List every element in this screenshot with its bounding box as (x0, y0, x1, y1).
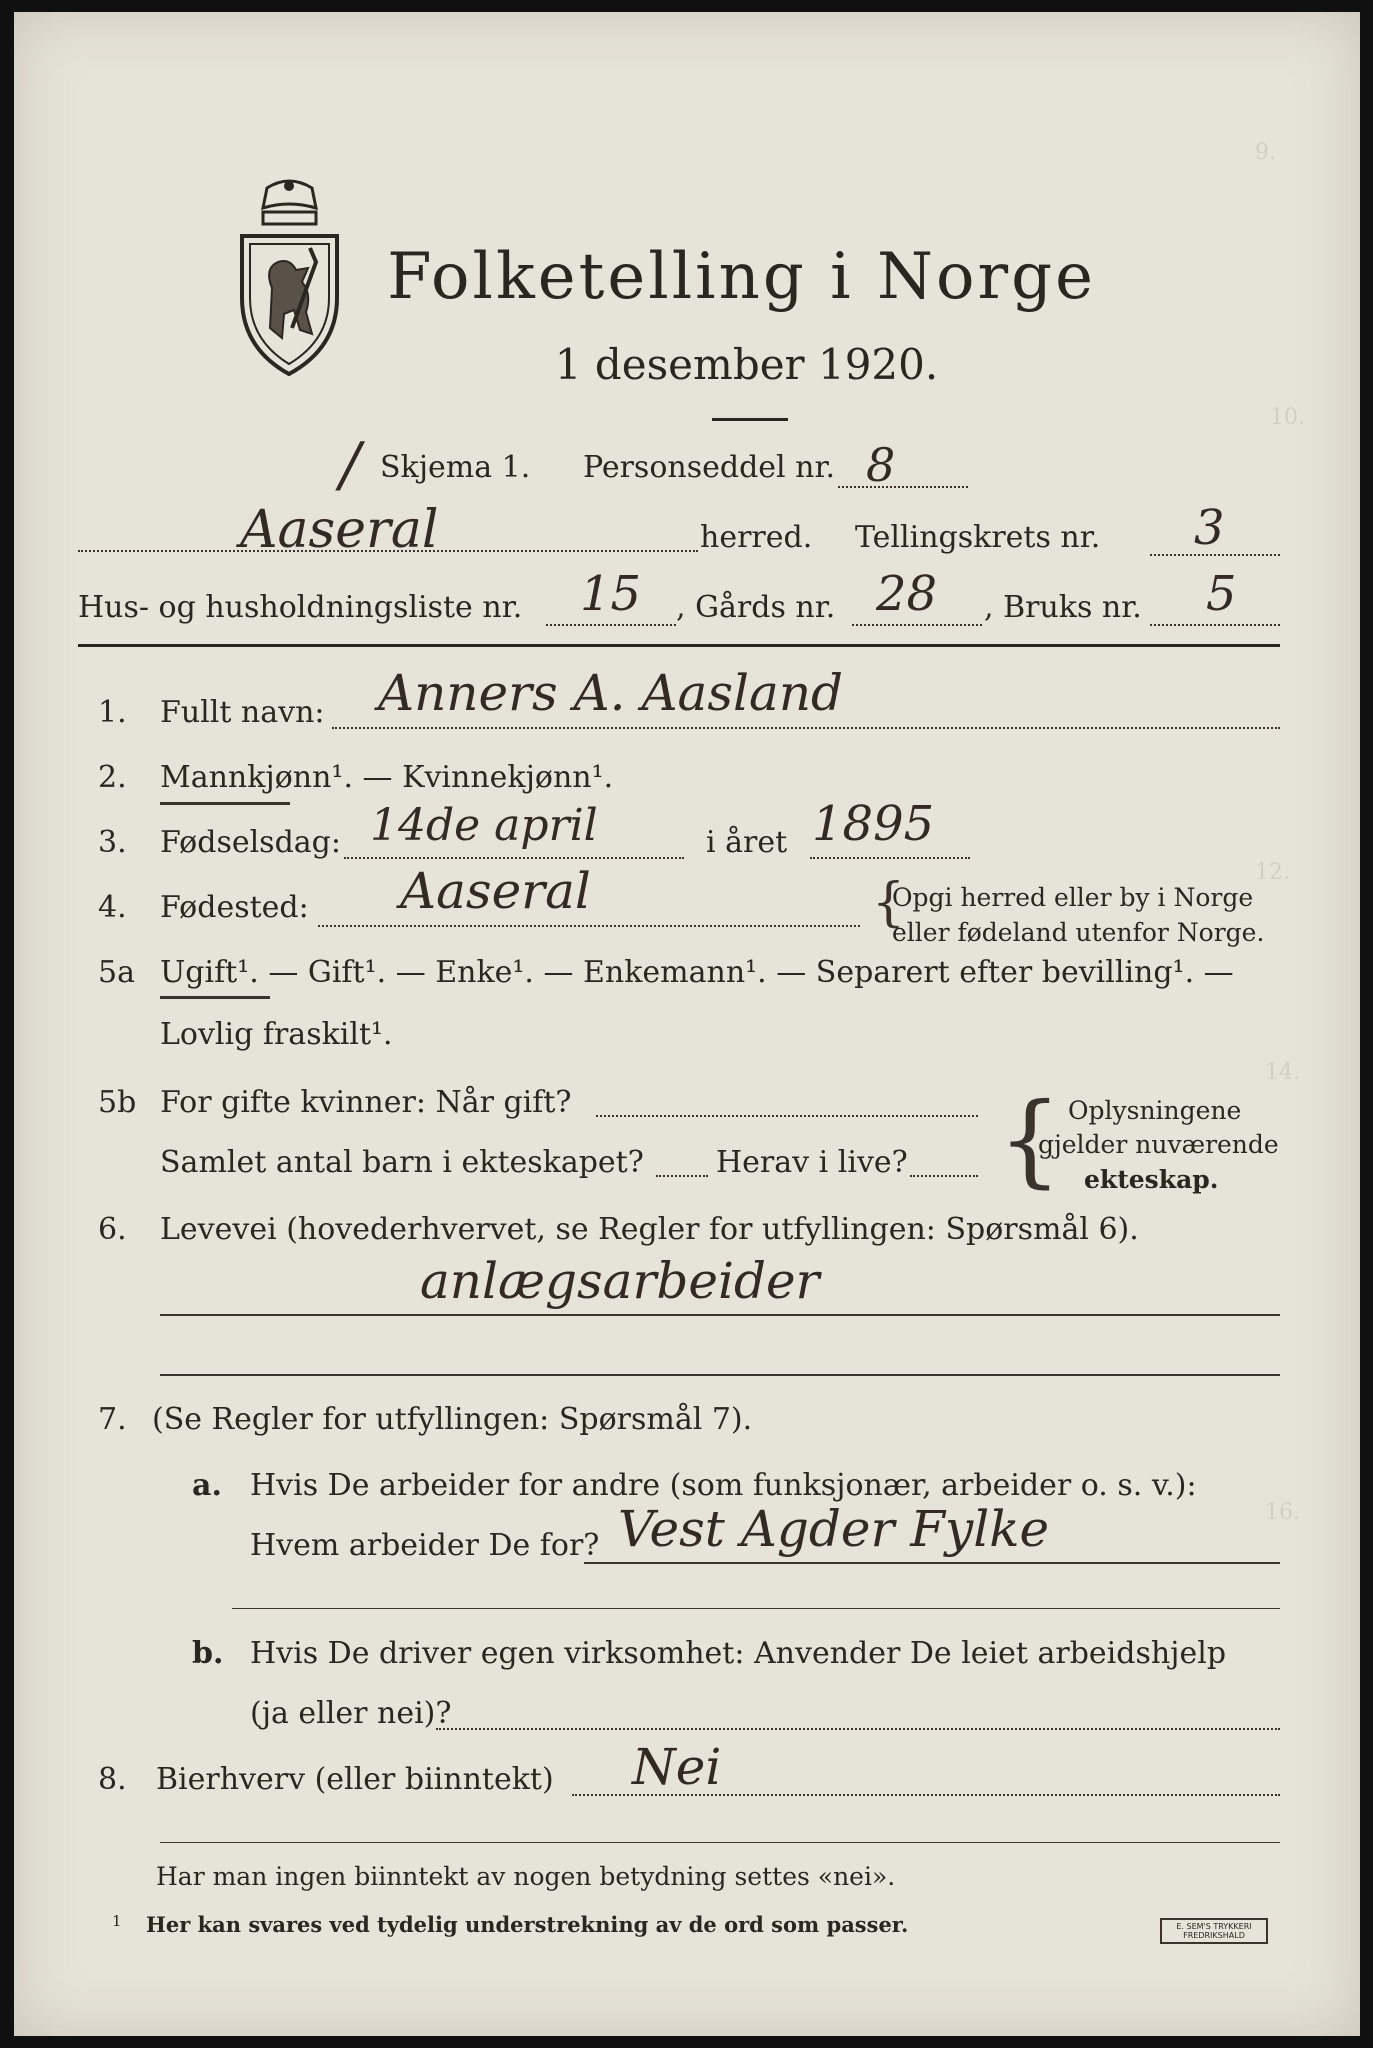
printer-stamp-line1: E. SEM'S TRYKKERI (1176, 1922, 1252, 1931)
footnote-mark: 1 (112, 1912, 122, 1930)
birthyear-label: i året (706, 825, 788, 860)
employer-extra-line (232, 1608, 1280, 1609)
census-date: 1 desember 1920. (554, 340, 939, 389)
title-divider (712, 418, 788, 421)
employer-line (584, 1562, 1280, 1564)
hus-label: Hus- og husholdningsliste nr. (78, 590, 523, 625)
bleed-number: 12. (1255, 860, 1290, 885)
question-number: 5a (98, 955, 135, 990)
marital-underline-mark (160, 996, 270, 999)
full-name-label: Fullt navn: (160, 695, 325, 730)
gender-options: Mannkjønn¹. — Kvinnekjønn¹. (160, 760, 614, 795)
q7a-question: Hvis De arbeider for andre (som funksjonær, arbeider o. s. v.): (250, 1468, 1197, 1503)
occupation-value[interactable]: anlægsarbeider (420, 1252, 820, 1310)
occupation-line-2 (160, 1374, 1280, 1376)
question-number: 5b (98, 1085, 137, 1120)
gards-label: , Gårds nr. (676, 590, 836, 625)
side-income-label: Bierhverv (eller biinntekt) (156, 1762, 554, 1797)
side-income-extra-line (160, 1842, 1280, 1843)
brace-icon: { (998, 1081, 1062, 1198)
children-alive-label: Herav i live? (716, 1145, 908, 1180)
employer-label: Hvem arbeider De for? (250, 1528, 600, 1563)
printer-stamp (1160, 1918, 1268, 1944)
birthdate-label: Fødselsdag: (160, 825, 341, 860)
children-alive-line (910, 1175, 978, 1177)
q7a-letter: a. (192, 1468, 222, 1503)
marriage-note-line3: ekteskap. (1084, 1165, 1219, 1194)
q7b-question: Hvis De driver egen virksomhet: Anvender De leiet arbeidshjelp (250, 1636, 1227, 1671)
children-total-label: Samlet antal barn i ekteskapet? (160, 1145, 644, 1180)
question-number: 7. (98, 1402, 127, 1437)
question-number: 8. (98, 1762, 127, 1797)
birthdate-line (344, 857, 684, 859)
gender-underline-mark (160, 802, 290, 805)
marriage-note-line2: gjelder nuværende (1038, 1130, 1279, 1159)
birthplace-note-line2: eller fødeland utenfor Norge. (892, 918, 1265, 947)
question-number: 2. (98, 760, 127, 795)
q7b-letter: b. (192, 1636, 224, 1671)
marital-status-options: Ugift¹. — Gift¹. — Enke¹. — Enkemann¹. — Separert efter bevilling¹. — (160, 955, 1234, 990)
brace-icon: { (872, 873, 906, 933)
footer-note: Har man ingen biinntekt av nogen betydning settes «nei». (156, 1862, 896, 1891)
question-number: 6. (98, 1212, 127, 1247)
question-number: 3. (98, 825, 127, 860)
full-name-line (332, 727, 1280, 729)
printer-stamp-line2: FREDRIKSHALD (1183, 1931, 1245, 1940)
margin-mark: / (340, 430, 361, 500)
full-name-value[interactable]: Anners A. Aasland (378, 664, 844, 722)
birthyear-value[interactable]: 1895 (812, 796, 935, 852)
bleed-number: 14. (1265, 1060, 1300, 1085)
birthplace-note-line1: Opgi herred eller by i Norge (892, 883, 1254, 912)
side-income-value[interactable]: Nei (632, 1738, 722, 1796)
herred-label: herred. (700, 520, 813, 555)
marriage-note-line1: Oplysningene (1068, 1096, 1242, 1125)
header-divider (78, 644, 1280, 647)
birthplace-value[interactable]: Aaseral (400, 862, 591, 920)
personseddel-line (838, 486, 968, 488)
bleed-number: 9. (1255, 140, 1276, 165)
question-number: 1. (98, 695, 127, 730)
hus-value[interactable]: 15 (580, 566, 642, 622)
footnote-text: Her kan svares ved tydelig understrekning av de ord som passer. (146, 1912, 909, 1937)
question-number: 4. (98, 890, 127, 925)
children-total-line (656, 1175, 708, 1177)
married-when-label: For gifte kvinner: Når gift? (160, 1085, 572, 1120)
bruks-line (1150, 624, 1280, 626)
birthdate-value[interactable]: 14de april (370, 800, 598, 851)
birthplace-line (318, 925, 860, 927)
tellingskrets-label: Tellingskrets nr. (855, 520, 1101, 555)
employer-value[interactable]: Vest Agder Fylke (618, 1500, 1050, 1558)
occupation-line-1 (160, 1314, 1280, 1316)
bruks-label: , Bruks nr. (984, 590, 1142, 625)
bleed-number: 10. (1270, 405, 1305, 430)
married-when-line (596, 1115, 978, 1117)
birthplace-label: Fødested: (160, 890, 309, 925)
marital-status-options-cont: Lovlig fraskilt¹. (160, 1017, 393, 1052)
form-title: Folketelling i Norge (387, 240, 1096, 314)
skjema-label: Skjema 1. (380, 450, 531, 485)
herred-value[interactable]: Aaseral (240, 500, 439, 560)
personseddel-label: Personseddel nr. (583, 450, 836, 485)
hus-line (546, 624, 676, 626)
tellingskrets-value[interactable]: 3 (1194, 500, 1225, 556)
bruks-value[interactable]: 5 (1206, 566, 1237, 622)
gards-value[interactable]: 28 (876, 566, 938, 622)
hired-help-label: (ja eller nei)? (250, 1696, 452, 1731)
gards-line (852, 624, 982, 626)
personseddel-value[interactable]: 8 (866, 438, 896, 492)
birthyear-line (810, 857, 970, 859)
q7-label: (Se Regler for utfyllingen: Spørsmål 7). (152, 1402, 753, 1437)
hired-help-line (436, 1728, 1280, 1730)
occupation-label: Levevei (hovederhvervet, se Regler for utfyllingen: Spørsmål 6). (160, 1212, 1139, 1247)
bleed-number: 16. (1265, 1500, 1300, 1525)
